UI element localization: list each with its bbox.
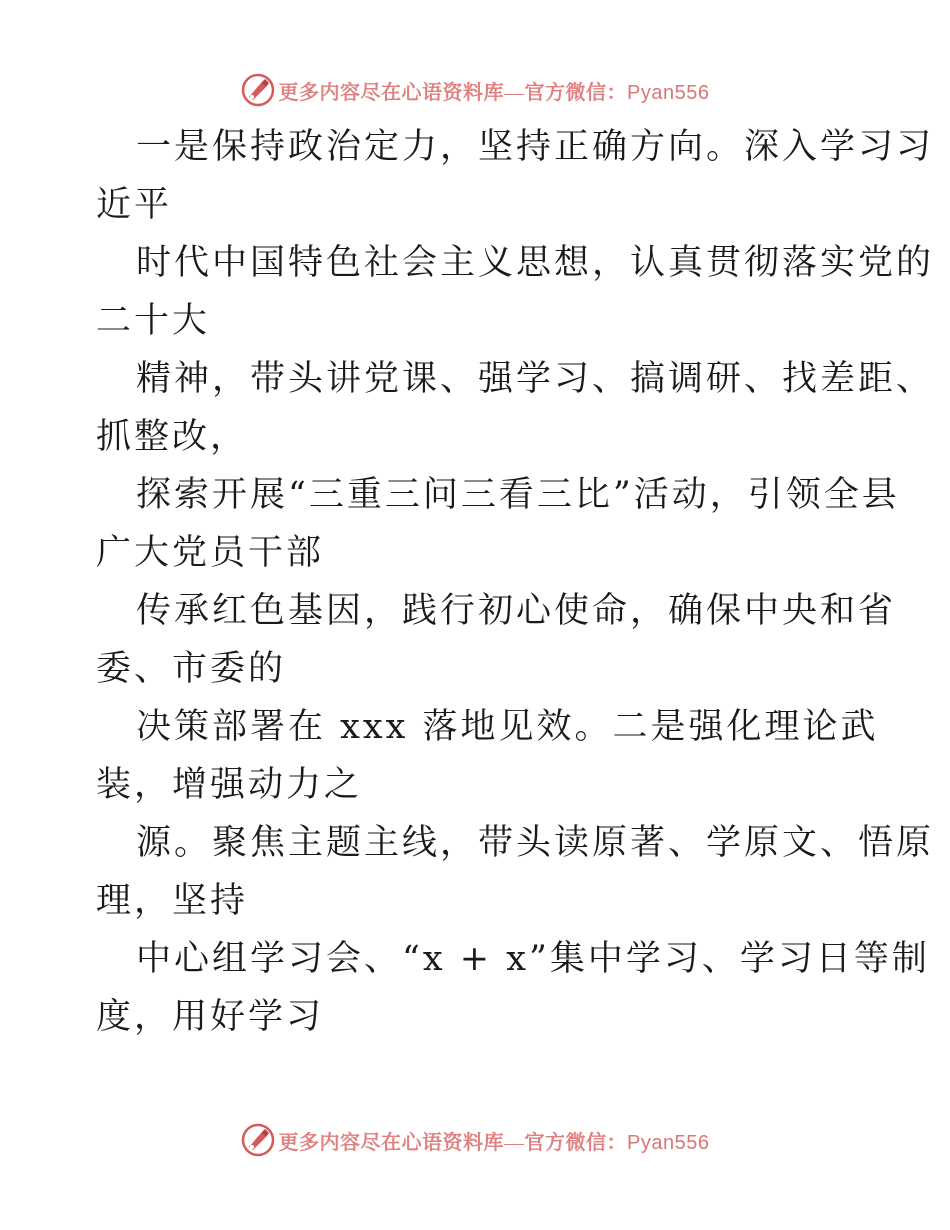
watermark-suffix: 官方微信：	[524, 81, 628, 104]
text-line: 传承红色基因，践行初心使命，确保中央和省	[136, 591, 897, 631]
watermark-text: 更多内容尽在心语资料库	[278, 1131, 505, 1154]
text-line: 二十大	[96, 301, 211, 341]
text-line: 一是保持政治定力，坚持正确方向。深入学习习	[136, 127, 935, 167]
watermark-brand: Pyan556	[627, 81, 710, 104]
pen-nib-icon	[241, 1123, 275, 1157]
text-line: 抓整改，	[96, 417, 249, 457]
text-line: 装，增强动力之	[96, 765, 363, 805]
text-line: 精神，带头讲党课、强学习、搞调研、找差距、	[136, 359, 935, 399]
text-line: 度，用好学习	[96, 997, 325, 1037]
watermark-dash: —	[504, 81, 525, 104]
footer-watermark	[0, 1120, 950, 1160]
text-line: 中心组学习会、“x + x”集中学习、学习日等制	[136, 939, 930, 979]
text-line: 理，坚持	[96, 881, 249, 921]
header-watermark	[0, 70, 950, 110]
watermark-brand: Pyan556	[627, 1131, 710, 1154]
text-line: 探索开展“三重三问三看三比”活动，引领全县	[136, 475, 900, 515]
text-line: 决策部署在 xxx 落地见效。二是强化理论武	[136, 707, 879, 747]
watermark-text: 更多内容尽在心语资料库	[278, 81, 505, 104]
text-line: 源。聚焦主题主线，带头读原著、学原文、悟原	[136, 823, 935, 863]
watermark-suffix: 官方微信：	[524, 1131, 628, 1154]
text-line: 近平	[96, 185, 173, 225]
text-line: 委、市委的	[96, 649, 287, 689]
text-line: 广大党员干部	[96, 533, 325, 573]
document-body	[96, 118, 935, 1046]
watermark-dash: —	[504, 1131, 525, 1154]
pen-nib-icon	[241, 73, 275, 107]
text-line: 时代中国特色社会主义思想，认真贯彻落实党的	[136, 243, 935, 283]
